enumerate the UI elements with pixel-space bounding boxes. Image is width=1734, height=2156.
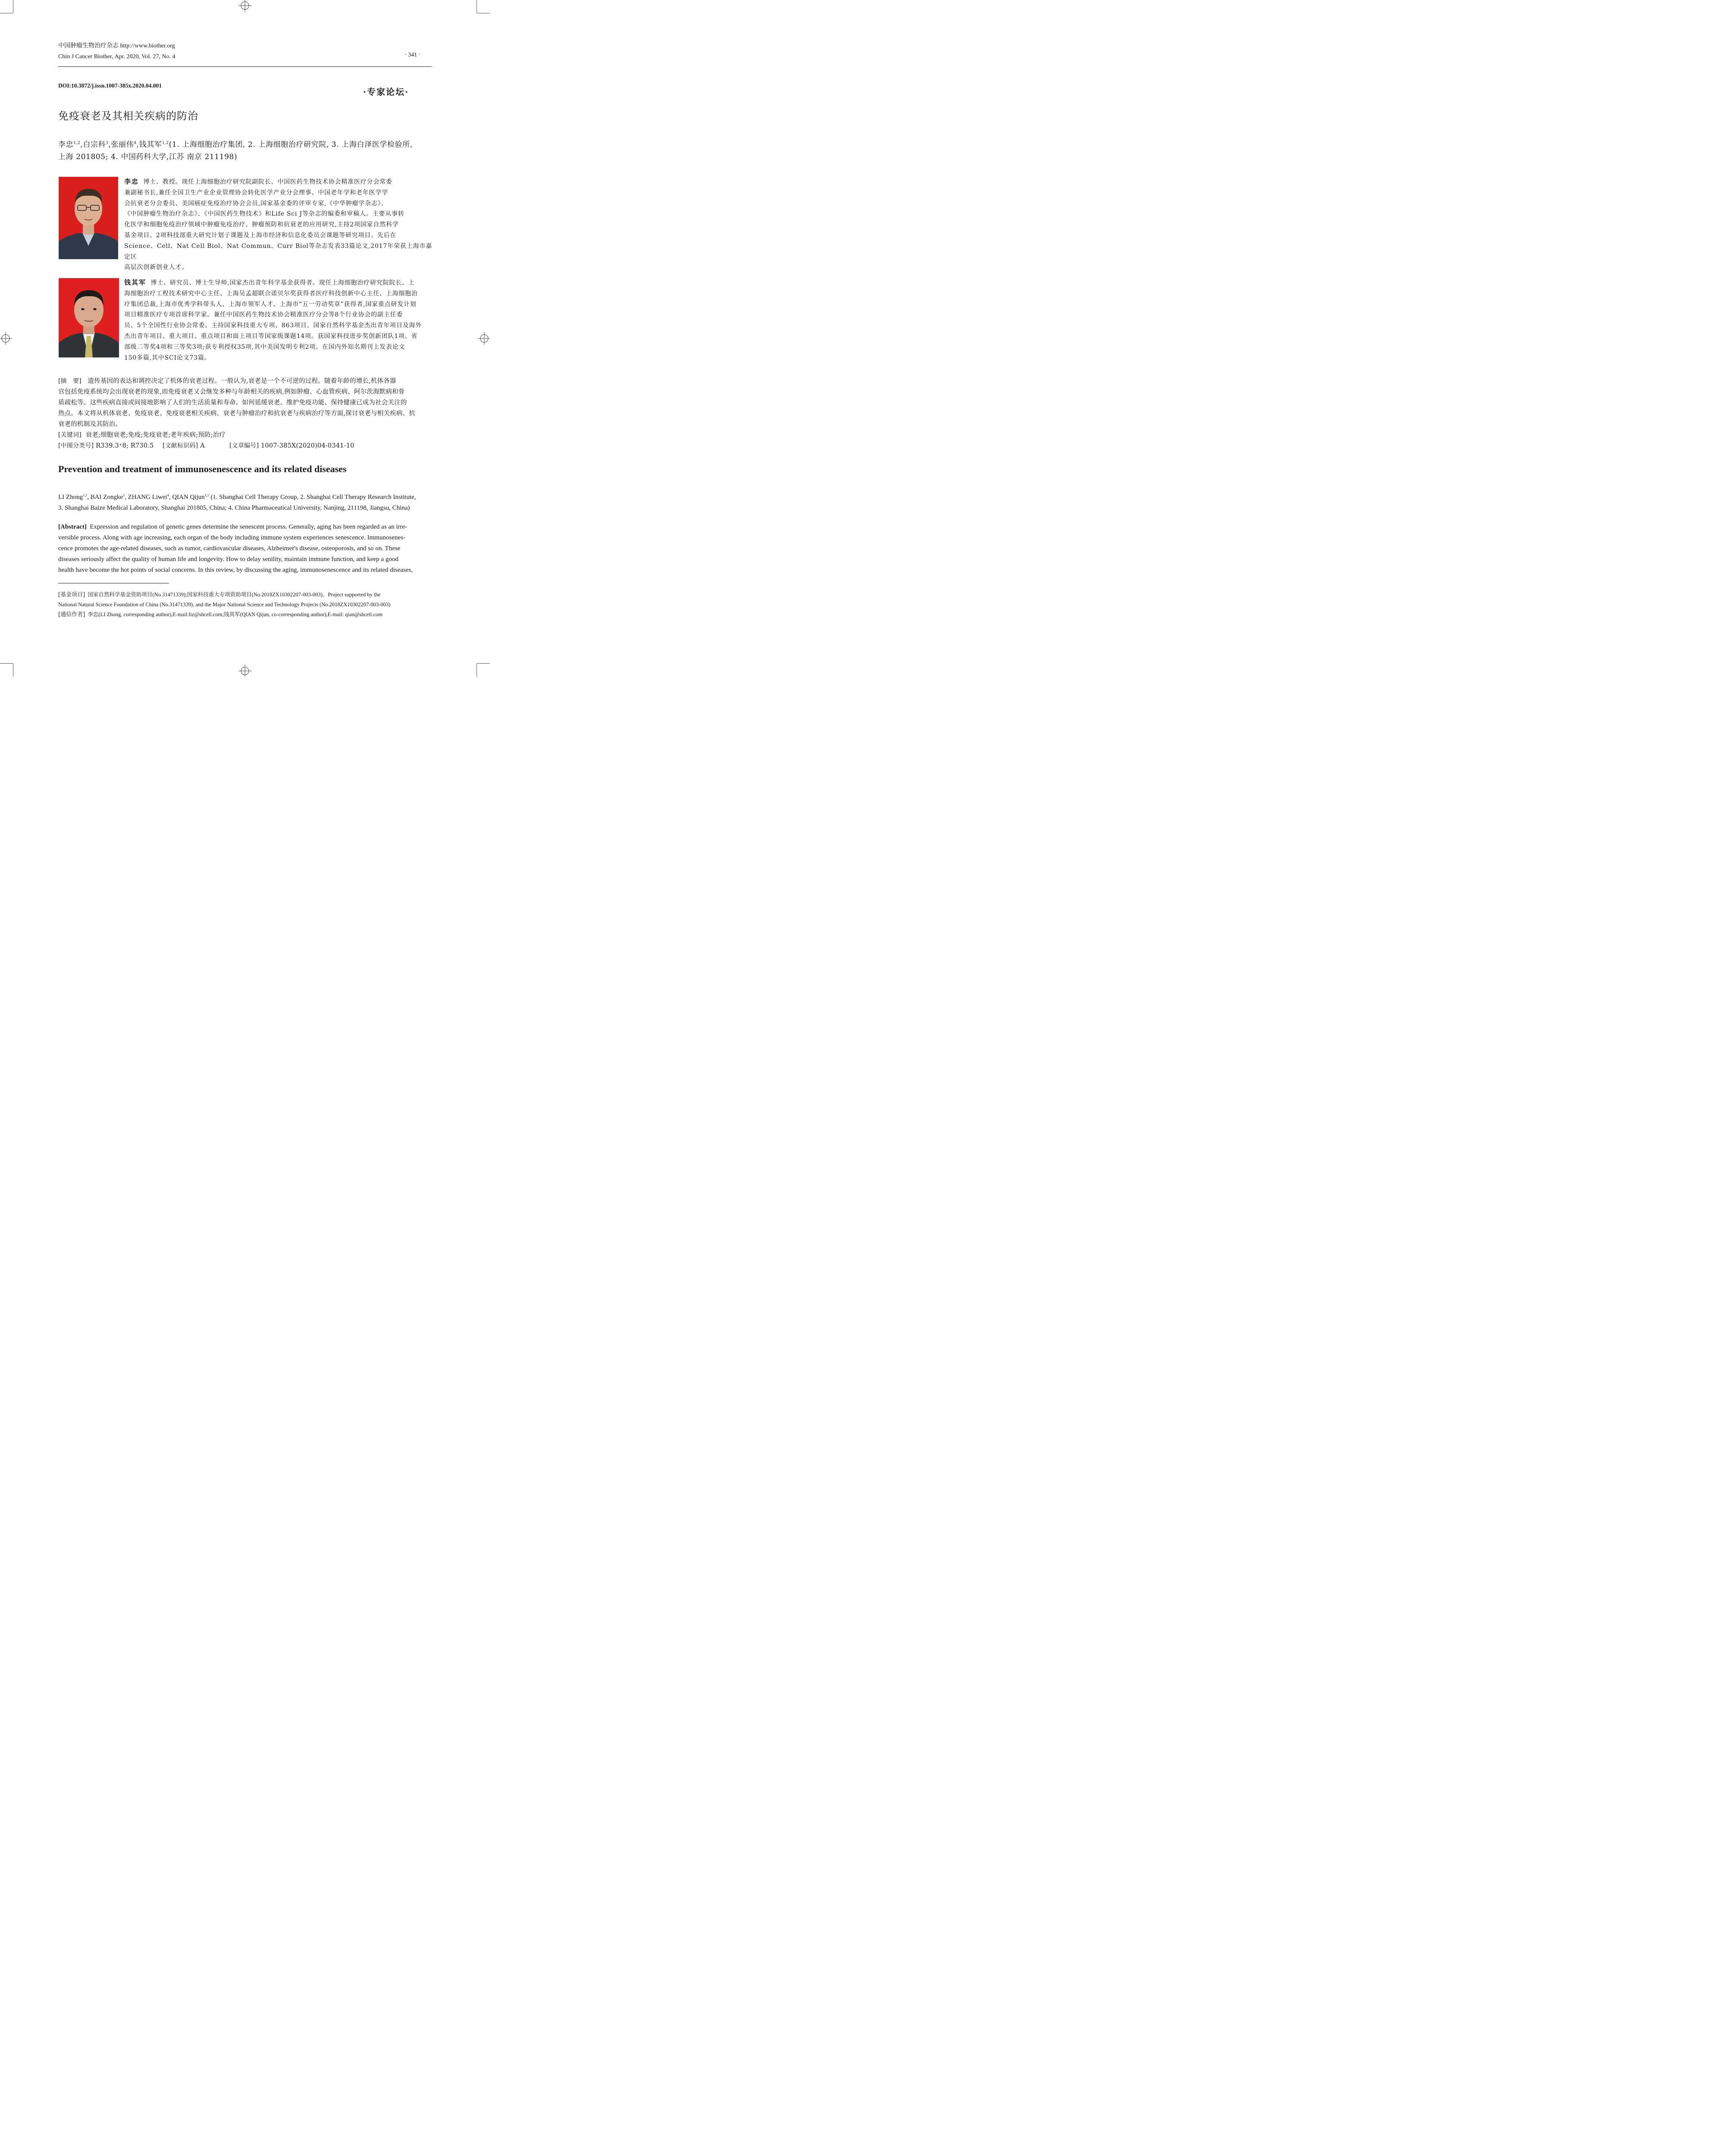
registration-mark-icon bbox=[477, 332, 490, 345]
title-cn: 免疫衰老及其相关疾病的防治 bbox=[58, 110, 198, 122]
abstract-en-label: [Abstract] bbox=[58, 523, 87, 530]
affiliations-cn: (1. 上海细胞治疗集团, 2. 上海细胞治疗研究院, 3. 上海白泽医学检验所, bbox=[169, 140, 413, 149]
journal-url[interactable]: http://www.biother.org bbox=[120, 43, 175, 49]
abstract-en: [Abstract] Expression and regulation of genetic genes determine the senescent process. Generally, aging has been regarded as an irre- versible process. Along with age increasing, each organ of the body including immune system experiences senescence. Immunosenes- cence promotes the age-related diseases, such as tumor, cardiovascular diseases, Alzheimer's disease, osteoporosis, and so on. These diseases seriously affect the quality of human life and longevity. How to delay senility, maintain immune function, and keep a good health have become the hot points of social concerns. In this review, by discussing the aging, immunosenescence and its related diseases, bbox=[58, 523, 413, 573]
bio-name: 李忠 bbox=[124, 178, 139, 185]
journal-citation: Chin J Cancer Biother, Apr. 2020, Vol. 27, No. 4 bbox=[58, 53, 176, 60]
registration-mark-icon bbox=[238, 0, 251, 13]
keywords-value: 衰老;细胞衰老;免疫;免疫衰老;老年疾病;预防;治疗 bbox=[85, 432, 226, 439]
abstract-cn: [摘 要] 遗传基因的表达和调控决定了机体的衰老过程。一般认为,衰老是一个不可逆的过程。随着年龄的增长,机体各器 官包括免疫系统均会出现衰老的现象,而免疫衰老又会继发多种与年龄相关的疾病,例如肿瘤、心血管疾病、阿尔茨海默病和骨 质疏松等。这些疾病直接或间接地影响了人们的生活质量和寿命。如何延缓衰老、维护免疫功能、保持健康已成为社会关注的 热点。本文将从机体衰老、免疫衰老、免疫衰老相关疾病、衰老与肿瘤治疗和抗衰老与疾病治疗等方面,探讨衰老与相关疾病、抗 衰老的机制及其防治。 bbox=[58, 378, 416, 428]
keywords bbox=[58, 430, 226, 441]
column-label: ·专家论坛· bbox=[363, 87, 409, 97]
crop-mark bbox=[0, 663, 13, 664]
author-photo-li-zhong bbox=[59, 177, 118, 259]
authors-en-line2: 3. Shanghai Baize Medical Laboratory, Shanghai 201805, China; 4. China Pharmaceutical University, Nanjing, 211198, Jiangsu, China) bbox=[58, 505, 410, 511]
bio-name: 钱其军 bbox=[124, 279, 147, 286]
bio-qian-qijun: 钱其军 博士、研究员、博士生导师,国家杰出青年科学基金获得者。现任上海细胞治疗研究院院长、上 海细胞治疗工程技术研究中心主任、上海吴孟超联合诺贝尔奖获得者医疗科技创新中心主任、上海细胞治 疗集团总裁,上海市优秀学科带头人、上海市领军人才、上海市“五一劳动奖章”获得者,国家重点研发计划 项目精准医疗专项首席科学家。兼任中国医药生物技术协会精准医疗分会等8个行业协会的副主任委 员、5个全国性行业协会常委。主持国家科技重大专项、863项目、国家自然科学基金杰出青年项目及海外 杰出青年项目、重大项目、重点项目和面上项目等国家级课题14项。获国家科技进步奖创新团队1项、省 部级二等奖4项和三等奖3项;获专利授权35项,其中美国发明专利2项。在国内外知名期刊上发表论文 150多篇,其中SCI论文73篇。 bbox=[124, 279, 422, 361]
title-en: Prevention and treatment of immunosenescence and its related diseases bbox=[58, 464, 347, 474]
registration-mark-icon bbox=[0, 332, 13, 345]
authors-cn bbox=[58, 137, 433, 163]
header-rule bbox=[58, 66, 432, 67]
bio-li-zhong: 李忠 博士、教授。现任上海细胞治疗研究院副院长、中国医药生物技术协会精准医疗分会常委 兼副秘书长,兼任全国卫生产业企业管理协会转化医学产业分会理事、中国老年学和老年医学学 会抗衰老分会委员、美国癌症免疫治疗协会会员,国家基金委的评审专家,《中华肿瘤学杂志》、 《中国肿瘤生物治疗杂志》、《中国医药生物技术》和Life Sci J等杂志的编委和审稿人。主要从事转 化医学和细胞免疫治疗领域中肿瘤免疫治疗、肿瘤预防和抗衰老的应用研究,主持2项国家自然科学 基金项目、2项科技部重大研究计划子课题及上海市经济和信息化委员会课题等研究项目。先后在 Science、Cell、Nat Cell Biol、Nat Commun、Curr Biol等杂志发表33篇论文,2017年荣获上海市嘉定区 高层次创新创业人才。 bbox=[124, 178, 432, 271]
authors-cn-line1: 李忠$^{1,2}$,白宗科$^3$,张丽伟$^4$,钱其军$^{1,2}$(1. 上海细胞治疗集团, 2. 上海细胞治疗研究院, 3. 上海白泽医学检验所, bbox=[58, 140, 413, 149]
journal-name-cn: 中国肿瘤生物治疗杂志 bbox=[58, 43, 119, 49]
authors-en-line1: LI Zhong$^{1,2}$, BAI Zongke$^3$, ZHANG Liwei$^4$, QIAN Qijun$^{1,2}$ (1. Shanghai Cell Therapy Group, 2. Shanghai Cell Therapy Research Institute, bbox=[58, 493, 416, 501]
abstract-cn-label: [摘 要] bbox=[58, 378, 82, 385]
keywords-label: [关键词] bbox=[58, 432, 82, 439]
registration-mark-icon bbox=[238, 664, 251, 677]
author-photo-qian-qijun bbox=[59, 278, 119, 357]
running-header bbox=[58, 41, 175, 51]
page-number: · 341 · bbox=[404, 52, 421, 58]
funding-note: [基金项目] 国家自然科学基金资助项目(No.31471339);国家科技重大专项资助项目(No.2018ZX10302207-003-003)。Project supported by the bbox=[58, 592, 381, 598]
authors-cn-line2: 上海 201805; 4. 中国药科大学,江苏 南京 211198) bbox=[58, 152, 238, 161]
correspondence-note: [通信作者] 李忠(LI Zhong, corresponding author),E-mail:liz@shcell.com;钱其军(QIAN Qijun, co-corresponding author),E-mail: qian@shcell.com bbox=[58, 611, 383, 618]
crop-mark bbox=[477, 663, 490, 664]
footnotes: [基金项目] 国家自然科学基金资助项目(No.31471339);国家科技重大专项资助项目(No.2018ZX10302207-003-003)。Project supported by the National Natural Science Foundation of China (No.31471339), and the Major National Science and Technology Projects (No.2018ZX10302207-003-003) [通信作者] 李忠(LI Zhong, corresponding author),E-mail:liz@shcell.com;钱其军(QIAN Qijun, co-corresponding author),E-mail: qian@shcell.com bbox=[58, 590, 433, 620]
doi[interactable]: DOI:10.3872/j.issn.1007-385x.2020.04.001 bbox=[58, 82, 162, 89]
authors-en bbox=[58, 490, 432, 514]
